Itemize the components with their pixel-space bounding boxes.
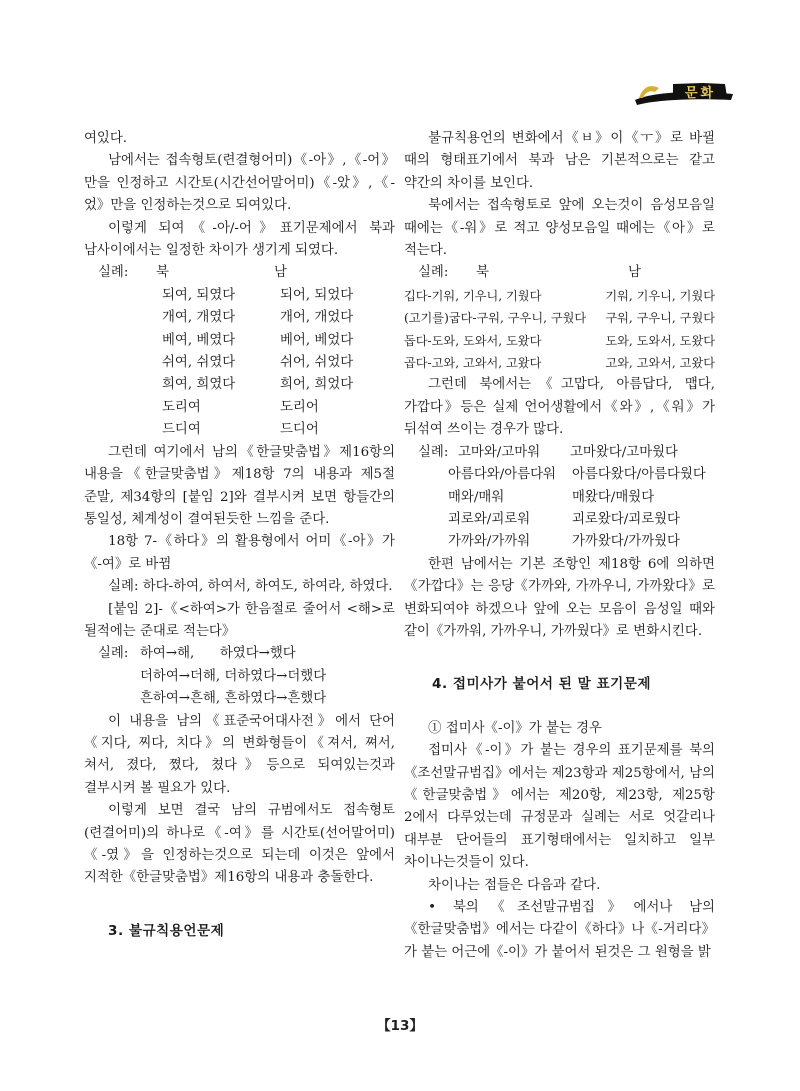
table-row: 희여, 희였다 희어, 희었다 [162,377,354,393]
example-line: 더하여→더해, 더하였다→더했다 [140,668,327,684]
table-row: 쉬여, 쉬였다 쉬어, 쉬었다 [162,355,354,371]
north-heading: 북 [156,265,169,281]
page-number: 【13】 [376,1018,424,1034]
table-row: 드디여 드디어 [162,422,319,438]
example-block [84,643,395,665]
table-row: 곱다-고와, 고와서, 고왔다 고와, 고와서, 고왔다 [404,356,715,371]
paragraph: 이 내용을 남의《표준국어대사전》에서 단어《지다, 찌다, 치다》의 변화형들이《져서, 쪄서, 쳐서, 졌다, 쪘다, 쳤다》등으로 되여있는것과 결부시켜 볼 필요가 있다. [84,713,395,796]
example-label: 실례: [418,265,449,281]
example-label: 실례: [98,646,129,662]
south-heading: 남 [274,265,287,281]
table-row: 돕다-도와, 도와서, 도왔다 도와, 도와서, 도왔다 [404,333,715,348]
paragraph: 이렇게 되여《-아/-어》표기문제에서 북과 남사이에서는 일정한 차이가 생기게 되였다. [84,220,395,259]
south-heading: 남 [628,265,641,281]
example-table [404,285,715,375]
table-row: (고기를)굽다-구워, 구우니, 구웠다 구워, 구우니, 구웠다 [404,311,715,326]
example-table [84,285,395,442]
paragraph: 여있다. [84,131,128,146]
table-row: 도리여 도리어 [162,399,319,415]
table-row: 베여, 베였다 베어, 베었다 [162,332,354,348]
paragraph: 한편 남에서는 기본 조항인 제18항 6에 의하면《가깝다》는 응당《가까와, 가까우니, 가까왔다》로 변화되여야 하겠으나 앞에 오는 모음이 음성일 때와 같이《가까워, 가까우니, 가까웠다》로 변화시킨다. [404,556,715,639]
paragraph: • 북의《조선말규범집》에서나 남의《한글맞춤법》에서는 다같이《하다》나《-거리다》가 붙는 어근에《-이》가 붙어서 된것은 그 원형을 밝 [404,900,715,960]
section-heading: 4. 접미사가 붙어서 된 말 표기문제 [432,676,651,693]
paragraph: [붙임 2]-《<하여>가 한음절로 줄어서 <해>로 될적에는 준대로 적는다》 [84,601,395,639]
example-row: 매와/매워 매왔다/매웠다 [448,489,655,505]
example-header [404,262,715,284]
table-row: 깁다-기워, 기우니, 기웠다 기워, 기우니, 기웠다 [404,288,715,303]
logo-text: 문화 [685,86,717,101]
example-row: 실례: 고마와/고마워 고마왔다/고마웠다 [404,442,715,464]
paragraph: 그런데 북에서는《고맙다, 아름답다, 맵다, 가깝다》등은 실제 언어생활에서《와》,《워》가 뒤섞여 쓰이는 경우가 많다. [404,377,715,438]
paragraph: 실례: 하다-하여, 하여서, 하여도, 하여라, 하였다. [108,579,393,595]
paragraph: 북에서는 접속형토로 앞에 오는것이 음성모음일 때에는《-워》로 적고 양성모음일 때에는《아》로 적는다. [404,198,715,259]
paragraph: 18항 7-《하다》의 활용형에서 어미《-아》가《-여》로 바뀜 [84,534,395,572]
left-column [84,128,395,942]
example-line: 하여→해, 하였다→했다 [140,646,296,662]
example-label: 실례: [98,265,129,281]
paragraph: 남에서는 접속형토(련결형어미)《-아》,《-어》만을 인정하고 시간토(시간선어말어미)《-았》,《-었》만을 인정하는것으로 되여있다. [84,153,395,214]
table-row: 되여, 되였다 되어, 되었다 [162,287,354,303]
example-label: 실례: [418,444,449,460]
magazine-logo [633,78,735,108]
example-row: 괴로와/괴로워 괴로왔다/괴로웠다 [448,511,680,527]
paragraph: 이렇게 보면 결국 남의 규범에서도 접속형토(련결어미)의 하나로《-여》를 시간토(선어말어미)《-였》을 인정하는것으로 되는데 이것은 앞에서 지적한《한글맞춤법》제16항의 내용과 충돌한다. [84,803,395,886]
paragraph: 접미사《-이》가 붙는 경우의 표기문제를 북의《조선말규범집》에서는 제23항과 제25항에서, 남의《한글맞춤법》에서는 제20항, 제23항, 제25항 2에서 다루었는데 규정문과 실례는 서로 엇갈리나 대부분 단어들의 표기형태에서는 일치하고 일부 차이나는것들이 있다. [404,743,715,871]
table-row: 개여, 개였다 개어, 개었다 [162,310,354,326]
example-line: 흔하여→흔해, 흔하였다→흔했다 [140,691,327,707]
north-heading: 북 [476,265,489,281]
paragraph: 그런데 여기에서 남의《한글맞춤법》제16항의 내용을《한글맞춤법》제18항 7의 내용과 제5절 준말, 제34항의 [붙임 2]와 결부시켜 보면 항들간의 통일성, 체계성이 결여된듯한 느낌을 준다. [84,444,395,527]
subsection-heading: ① 접미사《-이》가 붙는 경우 [428,720,602,736]
example-row: 가까와/가까워 가까왔다/가까웠다 [448,534,680,550]
logo-brush-icon [633,78,735,108]
example-header [84,262,395,284]
paragraph: 차이나는 점들은 다음과 같다. [428,877,601,893]
paragraph: 불규칙용언의 변화에서《ㅂ》이《ㅜ》로 바뀔 때의 형태표기에서 북과 남은 기본적으로는 같고 약간의 차이를 보인다. [404,131,715,191]
section-heading: 3. 불규칙용언문제 [108,922,225,939]
right-column [404,128,715,964]
example-row: 아름다와/아름다워 아름다왔다/아름다웠다 [448,467,706,483]
